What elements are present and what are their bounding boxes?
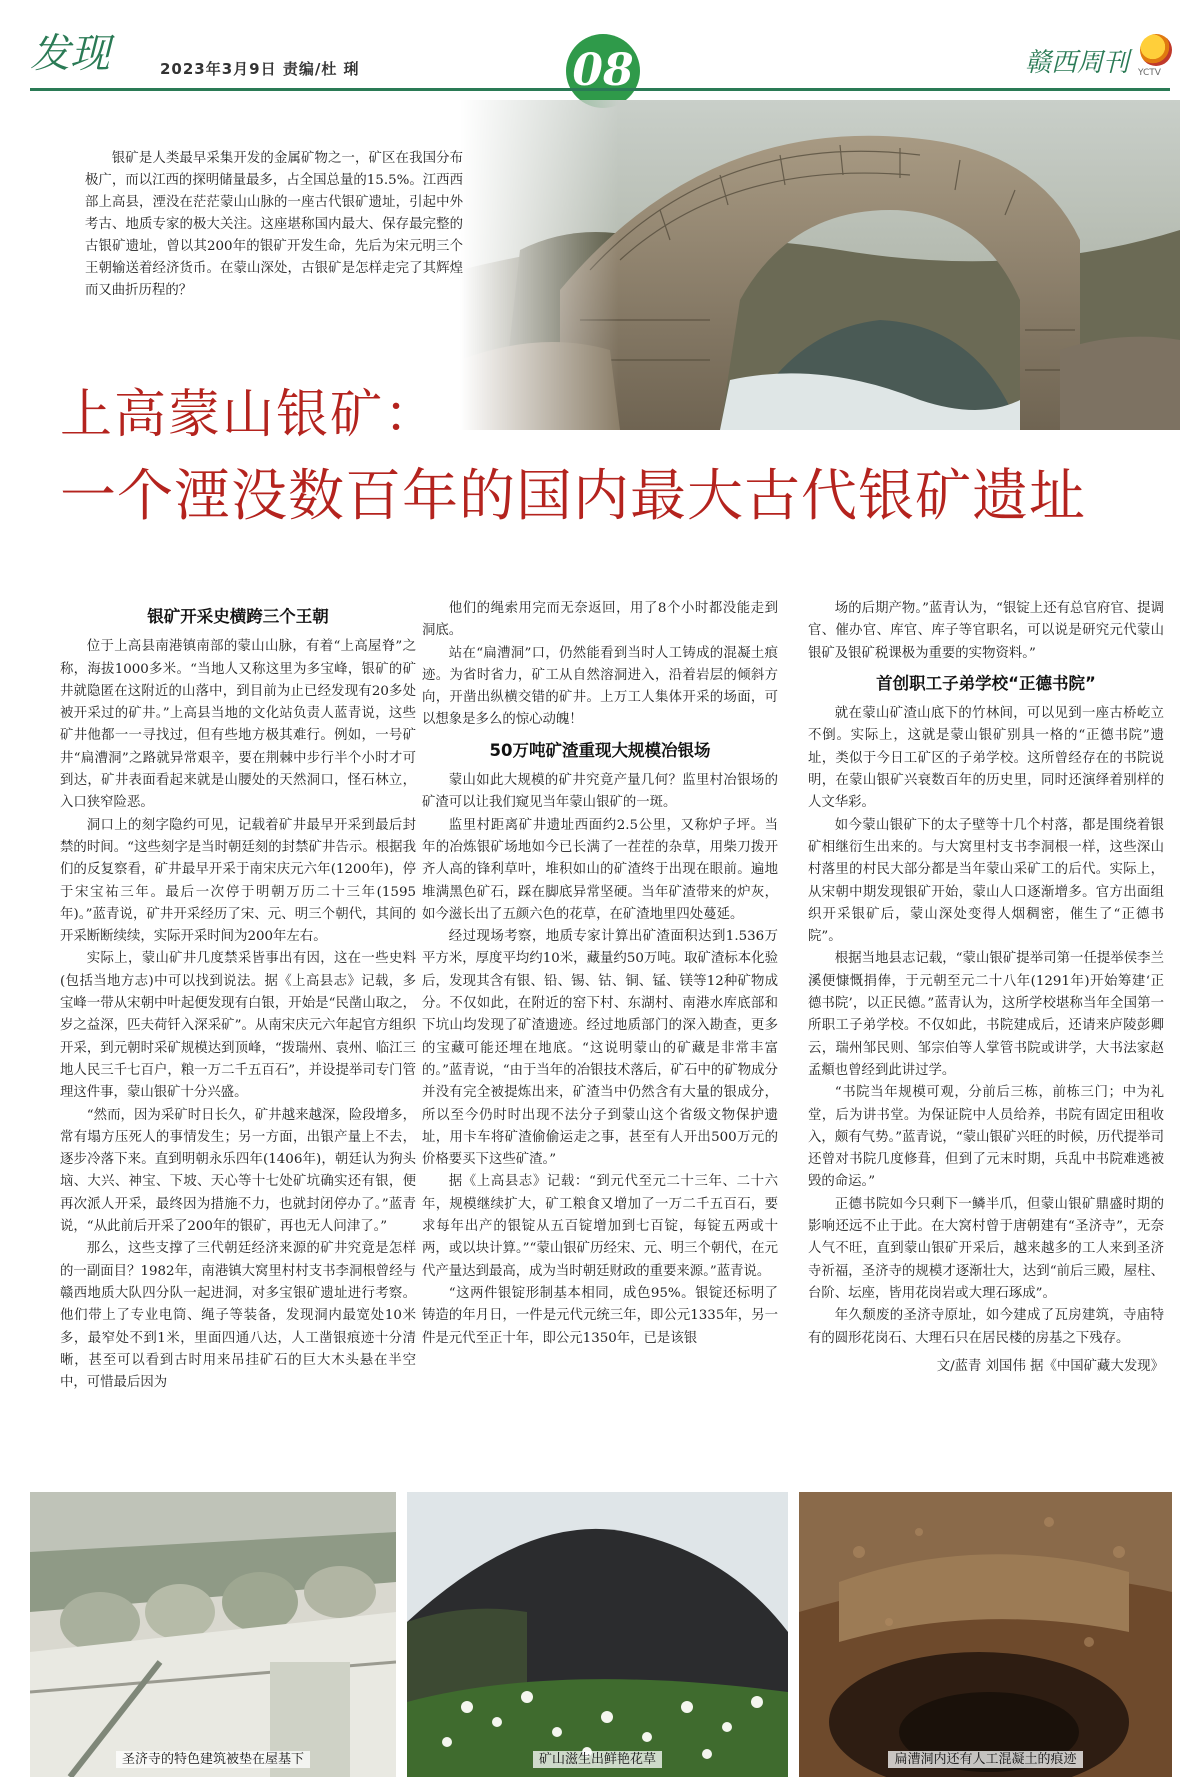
paragraph: 他们的绳索用完而无奈返回，用了8个小时都没能走到洞底。 (422, 601, 778, 639)
paragraph: 就在蒙山矿渣山底下的竹林间，可以见到一座古桥屹立不倒。实际上，这就是蒙山银矿别具一格的“正德书院”遗址，类似于今日工矿区的子弟学校。这所曾经存在的书院说明，在蒙山银矿兴衰数百年的历史里，同时还演绎着别样的人文华彩。 (808, 706, 1164, 811)
page-number-badge: 08 (566, 34, 640, 108)
photo-cave-concrete (799, 1492, 1172, 1777)
publication-name: 赣西周刊 (1025, 48, 1130, 78)
photo-temple-foundation (30, 1492, 396, 1777)
paragraph: 正德书院如今只剩下一鳞半爪，但蒙山银矿鼎盛时期的影响还远不止于此。在大窝村曾于唐朝建有“圣济寺”，无奈人气不旺，直到蒙山银矿开采后，越来越多的工人来到圣济寺祈福，圣济寺的规模才逐渐壮大，达到“前后三殿，屋柱、台阶、坛座，皆用花岗岩或大理石琢成”。 (808, 1196, 1164, 1301)
hero-arch-bridge-photo (460, 100, 1180, 430)
subheading-three-dynasties: 银矿开采史横跨三个王朝 (147, 607, 329, 626)
headline-line-2: 一个湮没数百年的国内最大古代银矿遗址 (60, 464, 1086, 529)
yctv-logo-icon (1140, 34, 1172, 66)
logo-text: YCTV (1138, 68, 1161, 78)
paragraph: “然而，因为采矿时日长久，矿井越来越深，险段增多，常有塌方压死人的事情发生；另一方面，出银产量上不去，逐步冷落下来。直到明朝永乐四年(1406年)，朝廷认为狗头垴、大兴、神宝、下坡、天心等十七处矿坑确实还有银，便再次派人开采，最终因为措施不力，也就封闭停办了。”蓝青说，“从此前后开采了200年的银矿，再也无人问津了。” (60, 1107, 416, 1235)
paragraph: 监里村距离矿井遗址西面约2.5公里，又称炉子坪。当年的冶炼银矿场地如今已长满了一茬茬的杂草，用柴刀拨开齐人高的锋利草叶，堆积如山的矿渣终于出现在眼前。遍地堆满黑色矿石，踩在脚底异常坚硬。当年矿渣带来的炉灰，如今滋长出了五颜六色的花草，在矿渣地里四处蔓延。 (422, 817, 778, 922)
headline-line-1: 上高蒙山银矿： (60, 385, 439, 445)
paragraph: 洞口上的刻字隐约可见，记载着矿井最早开采到最后封禁的时间。“这些刻字是当时朝廷刻的封禁矿井告示。根据我们的反复察看，矿井最早开采于南宋庆元六年(1200年)，停于宋宝祐三年。最后一次停于明朝万历二十三年(1595年)。”蓝青说，矿井开采经历了宋、元、明三个朝代，其间的开采断断续续，实际开采时间为200年左右。 (60, 817, 416, 945)
header-rule (30, 88, 1170, 91)
photo-caption-2: 矿山滋生出鲜艳花草 (407, 1748, 788, 1767)
photo-caption-3: 扁漕洞内还有人工混凝土的痕迹 (799, 1748, 1172, 1767)
article-column-3 (808, 598, 1164, 1378)
paragraph: 如今蒙山银矿下的太子壁等十几个村落，都是围绕着银矿相继衍生出来的。与大窝里村支书李洞根一样，这些深山村落里的村民大部分都是当年蒙山采矿工的后代。实际上，从宋朝中期发现银矿开始，蒙山人口逐渐增多。官方出面组织开采银矿后，蒙山深处变得人烟稠密，催生了“正德书院”。 (808, 817, 1164, 945)
photo-caption-1: 圣济寺的特色建筑被垫在屋基下 (30, 1748, 396, 1767)
paragraph: 蒙山如此大规模的矿井究竟产量几何？监里村冶银场的矿渣可以让我们窥见当年蒙山银矿的一斑。 (422, 773, 778, 811)
intro-paragraph: 银矿是人类最早采集开发的金属矿物之一，矿区在我国分布极广，而以江西的探明储量最多，占全国总量的15.5%。江西西部上高县，湮没在茫茫蒙山山脉的一座古代银矿遗址，引起中外考古、地质专家的极大关注。这座堪称国内最大、保存最完整的古银矿遗址，曾以其200年的银矿开发生命，先后为宋元明三个王朝输送着经济货币。在蒙山深处，古银矿是怎样走完了其辉煌而又曲折历程的？ (85, 151, 463, 298)
byline: 文/蓝青 刘国伟 据《中国矿藏大发现》 (936, 1358, 1164, 1374)
paragraph: 经过现场考察，地质专家计算出矿渣面积达到1.536万平方米，厚度平均约10米，藏量约50万吨。取矿渣标本化验后，发现其含有银、铅、锡、钴、铜、锰、镁等12种矿物成分。不仅如此，在附近的窑下村、东湖村、南港水库底部和下坑山均发现了矿渣遗迹。经过地质部门的深入勘查，更多的宝藏可能还埋在地底。“这说明蒙山的矿藏是非常丰富的。”蓝青说，“由于当年的冶银技术落后，矿石中的矿物成分并没有完全被提炼出来，矿渣当中仍然含有大量的银成分，所以至今仍时时出现不法分子到蒙山这个省级文物保护遗址，用卡车将矿渣偷偷运走之事，甚至有人开出500万元的价格要买下这些矿渣。” (422, 929, 778, 1168)
photo-slag-flowers (407, 1492, 788, 1777)
article-column-1 (60, 598, 416, 1394)
paragraph: 位于上高县南港镇南部的蒙山山脉，有着“上高屋脊”之称，海拔1000多米。“当地人又称这里为多宝峰，银矿的矿井就隐匿在这附近的山落中，到目前为止已经发现有20多处被开采过的矿井。”上高县当地的文化站负责人蓝青说，这些矿井他都一一寻找过，但有些地方极其难行。例如，一号矿井“扁漕洞”之路就异常艰辛，要在荆棘中步行半个小时才可到达，矿井表面看起来就是山腰处的天然洞口，怪石林立，入口狭窄险恶。 (60, 639, 416, 811)
subheading-slag: 50万吨矿渣重现大规模冶银场 (489, 740, 711, 760)
date-editor-line: 2023年3月9日 责编/杜 琍 (160, 60, 360, 78)
paragraph: 年久颓废的圣济寺原址，如今建成了瓦房建筑，寺庙特有的圆形花岗石、大理石只在居民楼的房基之下残存。 (808, 1308, 1164, 1346)
paragraph: 实际上，蒙山矿井几度禁采皆事出有因，这在一些史料(包括当地方志)中可以找到说法。据《上高县志》记载，多宝峰一带从宋朝中叶起便发现有白银，开始是“民凿山取之，岁之益深，匹夫荷钎入深采矿”。从南宋庆元六年起官方组织开采，到元朝时采矿规模达到顶峰，“拨瑞州、袁州、临江三地人民三千七百户，粮一万二千五百石”，并设提举司专门管理这件事，蒙山银矿十分兴盛。 (60, 951, 416, 1101)
paragraph: “书院当年规模可观，分前后三栋，前栋三门；中为礼堂，后为讲书堂。为保证院中人员给养，书院有固定田租收入，颇有气势。”蓝青说，“蒙山银矿兴旺的时候，历代提举司还曾对书院几度修葺，但到了元末时期，兵乱中书院难逃被毁的命运。” (808, 1085, 1164, 1190)
subheading-zhengde-academy: 首创职工子弟学校“正德书院” (876, 673, 1096, 693)
paragraph: 那么，这些支撑了三代朝廷经济来源的矿井究竟是怎样的一副面目？1982年，南港镇大窝里村村支书李洞根曾经与赣西地质大队四分队一起进洞，对多宝银矿遗址进行考察。他们带上了专业电筒、绳子等装备，发现洞内最宽处10米多，最窄处不到1米，里面四通八达，人工凿银痕迹十分清晰，甚至可以看到古时用来吊挂矿石的巨大木头悬在半空中，可惜最后因为 (60, 1241, 416, 1391)
paragraph: 根据当地县志记载，“蒙山银矿提举司第一任提举侯李兰溪便慷慨捐俸，于元朝至元二十八年(1291年)开始筹建‘正德书院’，以正民德。”蓝青认为，这所学校堪称当年全国第一所职工子弟学校。不仅如此，书院建成后，还请来庐陵彭卿云，瑞州邹民则、邹宗伯等人掌管书院或讲学，大书法家赵孟頫也曾经到此讲过学。 (808, 951, 1164, 1078)
section-label: 发现 (30, 31, 110, 77)
paragraph: 场的后期产物。”蓝青认为，“银锭上还有总官府官、提调官、催办官、库官、库子等官职名，可以说是研究元代蒙山银矿及银矿税课极为重要的实物资料。” (808, 601, 1164, 661)
paragraph: “这两件银锭形制基本相同，成色95%。银锭还标明了铸造的年月日，一件是元代元统三年，即公元1335年，另一件是元代至正十年，即公元1350年，已是该银 (422, 1285, 778, 1346)
article-column-2 (422, 598, 778, 1350)
paragraph: 据《上高县志》记载：“到元代至元二十三年、二十六年，规模继续扩大，矿工粮食又增加了一万二千五百石，要求每年出产的银锭从五百锭增加到七百锭，每锭五两或十两，或以块计算。”“蒙山银矿历经宋、元、明三个朝代，在元代产量达到最高，成为当时朝廷财政的重要来源。”蓝青说。 (422, 1174, 778, 1279)
paragraph: 站在“扁漕洞”口，仍然能看到当时人工铸成的混凝土痕迹。为省时省力，矿工从自然溶洞进入，沿着岩层的倾斜方向，开凿出纵横交错的矿井。上万工人集体开采的场面，可以想象是多么的惊心动魄！ (422, 645, 778, 728)
